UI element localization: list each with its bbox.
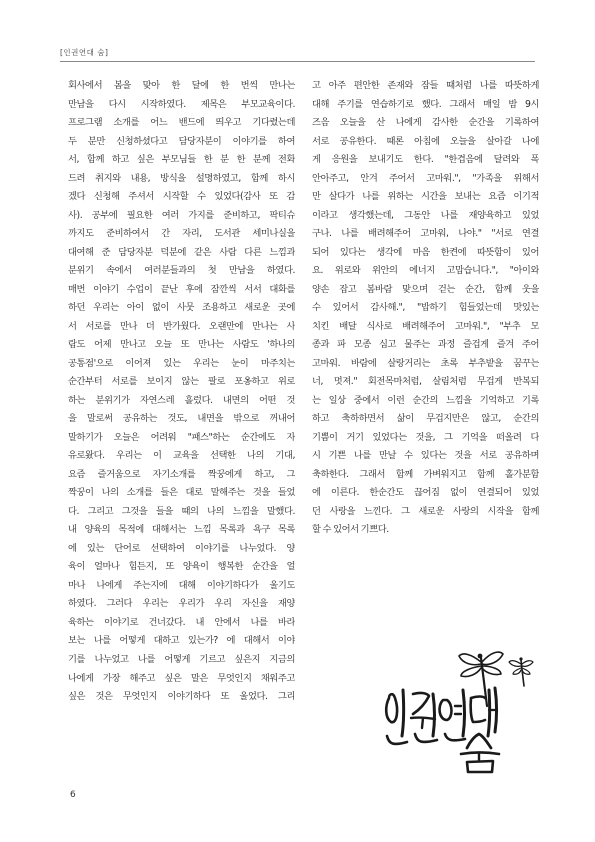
body-line: 보는 나를 어떻게 대하고 있는가? 에 대해서 이야	[68, 635, 295, 647]
body-line: 게 응원을 보내기도 한다. "한겹음에 달려와 폭	[312, 154, 539, 166]
body-line: 프로그램 소개를 어느 밴드에 띄우고 기다렸는데	[68, 117, 295, 129]
body-line: 할 수 있어서 기쁘다.	[312, 524, 389, 536]
body-line: 양손 잡고 봄바람 맞으며 걷는 순간, 함께 웃을	[312, 283, 539, 295]
body-line: 치킨 배달 식사로 배려해주어 고마워.", "부추 모	[312, 320, 539, 332]
body-line: 싶은 것은 무엇인지 이야기하다 또 울었다. 그리	[68, 691, 295, 703]
body-line: 수 있어서 감사해.", "밥하기 힘들었는데 맛있는	[312, 302, 539, 314]
body-line: 매번 이야기 수업이 끝난 후에 잠깐씩 서서 대화를	[68, 283, 295, 295]
body-left-column	[68, 77, 295, 707]
body-line: 구나. 나를 배려해주어 고마워, 나야." "서로 연결	[312, 228, 539, 240]
body-line: 시 기쁜 나를 만날 수 있다는 것을 서로 공유하며	[312, 450, 539, 462]
body-line: 두 분만 신청하셨다고 담당자분이 이야기를 하여	[68, 135, 295, 147]
body-line: 요즘 즐거움으로 자기소개를 짝꿍에게 하고, 그	[68, 468, 295, 480]
body-line: 겠다 신청해 주셔서 시작할 수 있었다(감사 또 감	[68, 191, 295, 203]
body-line: 에 이른다. 한순간도 끊어짐 없이 연결되어 있었	[312, 487, 539, 499]
body-line: 내 양육의 목적에 대해서는 느낌 목록과 욕구 목록	[68, 524, 295, 536]
body-line: 하는 분위기가 자연스레 흘렀다. 내면의 어떤 것	[68, 394, 295, 406]
body-line: 다. 그리고 그것을 들을 때의 나의 느낌을 말했다.	[68, 505, 295, 517]
body-line: 안아주고, 안겨 주어서 고마워.", "가족을 위해서	[312, 172, 539, 184]
running-header: [인권연대 숨]	[60, 48, 109, 57]
body-line: 사). 공부에 필요한 여러 가지를 준비하고, 팍티슈	[68, 209, 295, 221]
body-line: 까지도 준비하여서 간 자리, 도서관 세미나실을	[68, 228, 295, 240]
body-line: 만 살다가 나를 위하는 시간을 보내는 요즘 이기적	[312, 191, 539, 203]
body-line: 이라고 생각했는데, 그동안 나를 재양육하고 있었	[312, 209, 539, 221]
body-line: 분위기 속에서 여러분들과의 첫 만남을 하였다.	[68, 265, 295, 277]
body-line: 종과 파 모종 심고 물주는 과정 즐겁게 즐겨 주어	[312, 339, 539, 351]
body-line: 대여해 준 담당자분 덕분에 같은 사람 다른 느낌과	[68, 246, 295, 258]
body-line: 는 일상 중에서 이런 순간의 느낌을 기억하고 기록	[312, 394, 539, 406]
body-line: 을 말로써 공유하는 것도, 내면을 밖으로 꺼내어	[68, 413, 295, 425]
body-line: 기쁨이 거기 있었다는 것을, 그 기억을 떠올려 다	[312, 431, 539, 443]
body-line: 순간부터 서로를 보이지 않는 팔로 포옹하고 위로	[68, 376, 295, 388]
body-line: 하던 우리는 아이 없이 사뭇 조용하고 새로운 곳에	[68, 302, 295, 314]
body-line: 서로 공유한다. 때론 아침에 오늘을 살아갈 나에	[312, 135, 539, 147]
body-line: 람도 어제 만나고 오늘 또 만나는 사람도 '하나의	[68, 339, 295, 351]
body-line: 서 서로를 만나 더 반가웠다. 오랜만에 만나는 사	[68, 320, 295, 332]
body-line: 회사에서 봄을 맞아 한 달에 한 번씩 만나는	[68, 80, 295, 91]
body-line: 고마워. 바람에 살랑거리는 초록 부추밭을 꿈꾸는	[312, 357, 539, 369]
body-line: 너, 멋져." 회전목마처럼, 살림처럼 무겁게 반복되	[312, 376, 539, 388]
body-line: 공통점'으로 이어져 있는 우리는 눈이 마주치는	[68, 357, 295, 369]
body-right-column	[312, 77, 539, 540]
body-line: 즈음 오늘을 산 나에게 감사한 순간을 기록하여	[312, 117, 539, 129]
body-line: 되어 있다는 생각에 마음 한켠에 따뜻함이 있어	[312, 246, 539, 258]
body-line: 하였다. 그러다 우리는 우리가 우리 자신을 재양	[68, 598, 295, 610]
body-line: 만남을 다시 시작하였다. 제목은 부모교육이다.	[68, 98, 295, 110]
header-rule	[60, 61, 535, 62]
body-line: 마나 나에게 주는지에 대해 이야기하다가 울기도	[68, 579, 295, 591]
body-line: 축하한다. 그래서 함께 가벼워지고 함께 홀가분함	[312, 468, 539, 480]
body-line: 짝꿍이 나의 소개를 들은 대로 말해주는 것을 들었	[68, 487, 295, 499]
body-line: 하고 축하하면서 삶이 무겁지만은 않고, 순간의	[312, 413, 539, 425]
body-line: 유로왔다. 우리는 이 교육을 선택한 나의 기대,	[68, 450, 295, 462]
body-line: 말하기가 오늘은 어려워 "패스"하는 순간에도 자	[68, 431, 295, 443]
body-line: 고 아주 편안한 존재와 잠들 때처럼 나를 따뜻하게	[312, 80, 539, 91]
page-number: 6	[70, 790, 76, 800]
body-line: 대해 주기를 연습하기로 했다. 그래서 매일 밤 9시	[312, 98, 539, 110]
body-line: 요. 위로와 위안의 에너지 고맙습니다.", "아이와	[312, 265, 539, 277]
body-line: 서, 함께 하고 싶은 부모님들 한 분 한 분께 전화	[68, 154, 295, 166]
body-line: 기를 나누었고 나를 어떻게 기르고 싶은지 지금의	[68, 653, 295, 665]
dragonfly-calligraphy-logo-icon	[375, 636, 535, 776]
body-line: 던 사랑을 느낀다. 그 새로운 사랑의 시작을 함께	[312, 505, 539, 517]
body-line: 육하는 이야기로 건너갔다. 내 안에서 나를 바라	[68, 616, 295, 628]
body-line: 나에게 가장 해주고 싶은 말은 무엇인지 채워주고	[68, 672, 295, 684]
body-line: 에 있는 단어로 선택하여 이야기를 나누었다. 양	[68, 542, 295, 554]
body-line: 드려 취지와 내용, 방식을 설명하였고, 함께 하시	[68, 172, 295, 184]
body-line: 육이 얼마나 힘든지, 또 양육이 행복한 순간을 얼	[68, 561, 295, 573]
